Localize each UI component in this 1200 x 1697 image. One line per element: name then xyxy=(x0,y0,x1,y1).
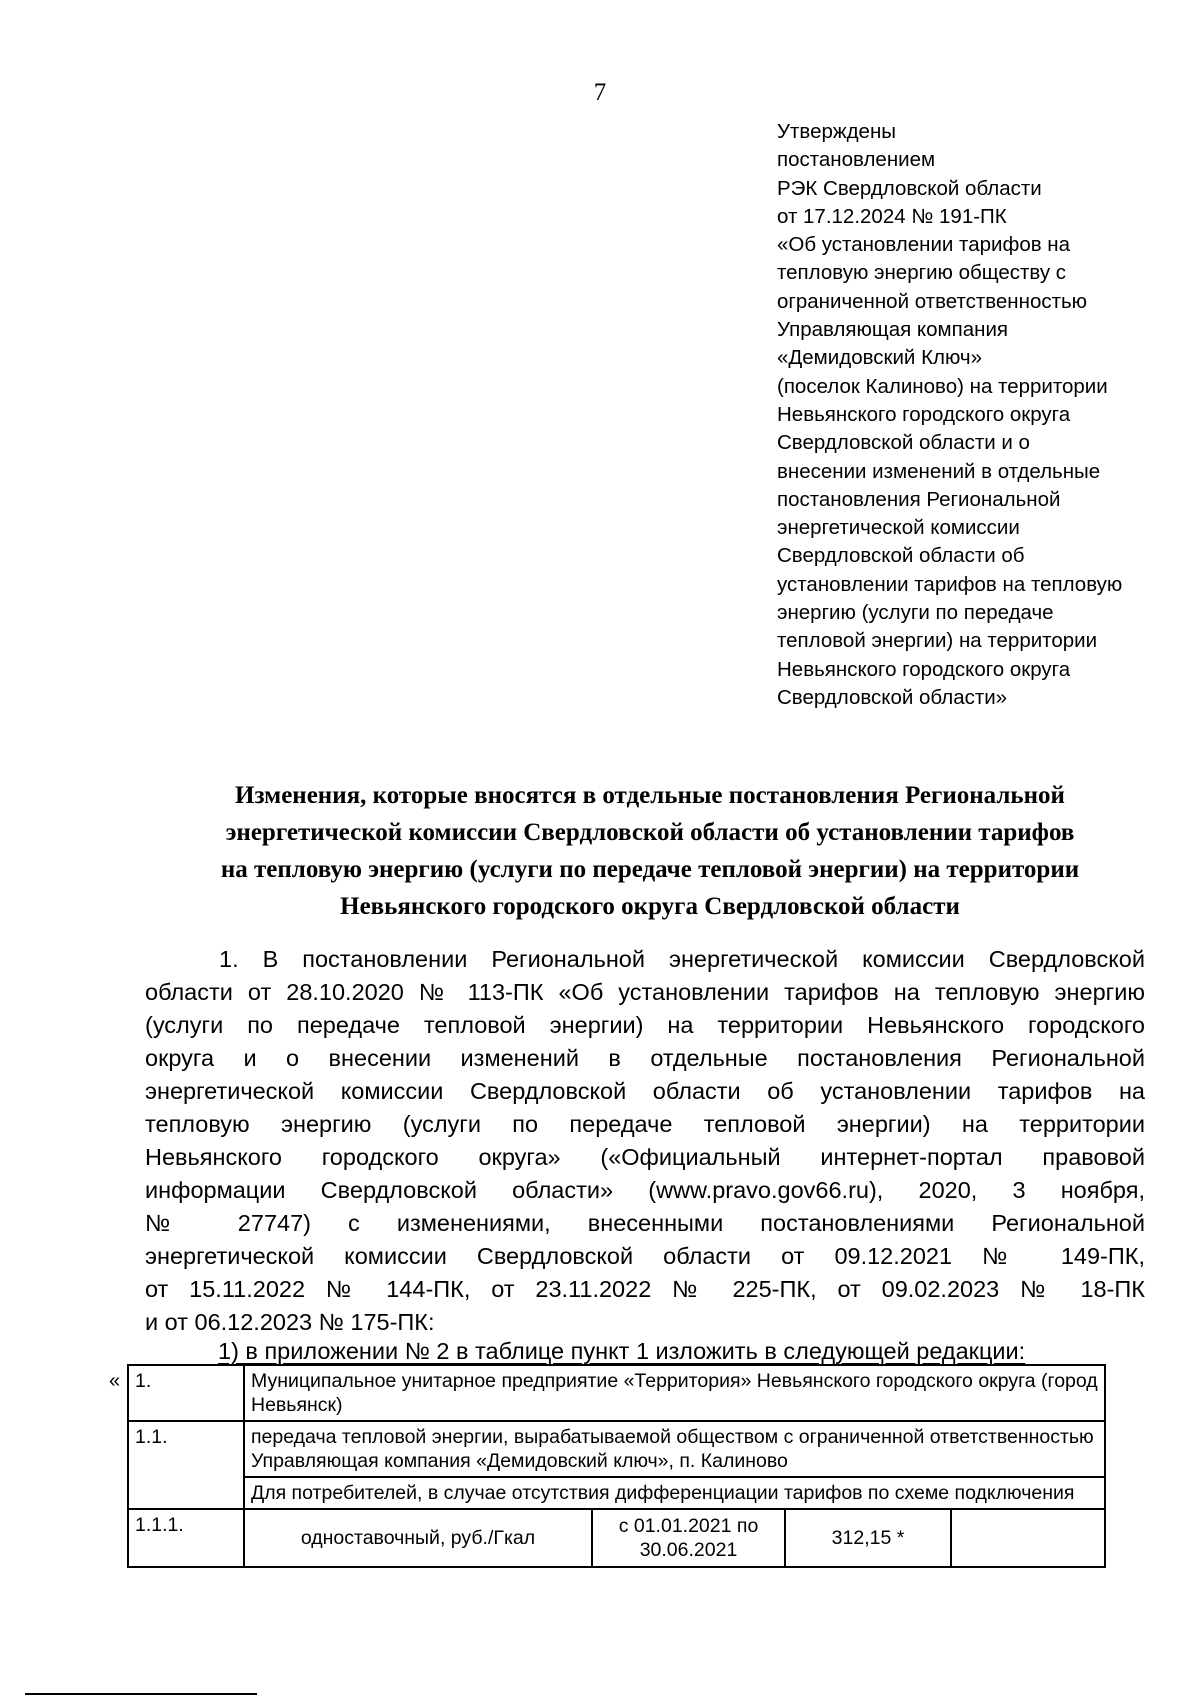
paragraph-line: № 27747) с изменениями, внесенными постановлениями Региональной xyxy=(145,1210,1145,1236)
paragraph-line: тепловую энергию (услуги по передаче тепловой энергии) на территории xyxy=(145,1111,1145,1137)
approval-line: энергию (услуги по передаче xyxy=(777,601,1054,625)
tariff-extra-cell xyxy=(951,1509,1105,1567)
paragraph-line: Невьянского городского округа» («Официальный интернет-портал правовой xyxy=(145,1144,1145,1170)
paragraph-line: 1. В постановлении Региональной энергетической комиссии Свердловской xyxy=(219,946,1145,972)
title-line: Невьянского городского округа Свердловской области xyxy=(340,893,960,920)
page-number: 7 xyxy=(593,79,607,106)
approval-line: Управляющая компания xyxy=(777,318,1008,342)
approval-line: Свердловской области об xyxy=(777,544,1025,568)
approval-line: (поселок Калиново) на территории xyxy=(777,374,1108,398)
approval-line: тепловую энергию обществу с xyxy=(777,261,1067,285)
tariff-type: одноставочный, руб./Гкал xyxy=(244,1509,592,1567)
subpoint-1: 1) в приложении № 2 в таблице пункт 1 изложить в следующей редакции: xyxy=(218,1338,1026,1364)
paragraph-1 xyxy=(145,943,1145,1339)
paragraph-line: от 15.11.2022 № 144-ПК, от 23.11.2022 № 225-ПК, от 09.02.2023 № 18-ПК xyxy=(145,1276,1145,1302)
paragraph-line: информации Свердловской области» (www.pravo.gov66.ru), 2020, 3 ноября, xyxy=(145,1177,1145,1203)
footnote-separator xyxy=(25,1693,257,1695)
row-number: 1. xyxy=(128,1365,244,1421)
approval-line: Невьянского городского округа xyxy=(777,402,1071,426)
approval-line: постановления Региональной xyxy=(777,487,1061,511)
consumer-category: Для потребителей, в случае отсутствия дифференциации тарифов по схеме подключения xyxy=(244,1477,1105,1509)
approval-line: постановлением xyxy=(777,148,936,172)
title-line: Изменения, которые вносятся в отдельные постановления Региональной xyxy=(235,782,1065,809)
approval-line: «Об установлении тарифов на xyxy=(777,233,1071,257)
approval-block xyxy=(777,118,1177,712)
table-row xyxy=(128,1509,1105,1567)
service-description: передача тепловой энергии, вырабатываемой обществом с ограниченной ответственностью Управляющая компания «Демидовский ключ», п. Калиново xyxy=(244,1421,1105,1477)
title-line: на тепловую энергию (услуги по передаче тепловой энергии) на территории xyxy=(220,856,1080,883)
organization-name: Муниципальное унитарное предприятие «Территория» Невьянского городского округа (город Невьянск) xyxy=(244,1365,1105,1421)
table-row xyxy=(128,1365,1105,1421)
approval-line: от 17.12.2024 № 191-ПК xyxy=(777,204,1007,228)
approval-line: Свердловской области» xyxy=(777,685,1008,709)
approval-line: внесении изменений в отдельные xyxy=(777,459,1101,483)
paragraph-line: (услуги по передаче тепловой энергии) на территории Невьянского городского xyxy=(145,1012,1145,1038)
approval-line: Невьянского городского округа xyxy=(777,657,1071,681)
paragraph-line: округа и о внесении изменений в отдельные постановления Региональной xyxy=(145,1045,1145,1071)
table-row xyxy=(128,1421,1105,1477)
approval-line: тепловой энергии) на территории xyxy=(777,629,1098,653)
document-title xyxy=(120,777,1180,925)
title-line: энергетической комиссии Свердловской области об установлении тарифов xyxy=(225,819,1075,846)
tariff-period: с 01.01.2021 по 30.06.2021 xyxy=(592,1509,785,1567)
table-row xyxy=(128,1477,1105,1509)
tariff-table xyxy=(127,1364,1106,1568)
approval-line: Утверждены xyxy=(777,120,897,143)
tariff-value: 312,15 * xyxy=(785,1509,951,1567)
row-number: 1.1.1. xyxy=(128,1509,244,1567)
approval-line: Свердловской области и о xyxy=(777,431,1030,455)
paragraph-line: области от 28.10.2020 № 113-ПК «Об установлении тарифов на тепловую энергию xyxy=(145,979,1145,1005)
row-number: 1.1. xyxy=(128,1421,244,1509)
approval-line: РЭК Свердловской области xyxy=(777,176,1042,200)
approval-line: установлении тарифов на тепловую xyxy=(777,572,1123,596)
approval-line: ограниченной ответственностью xyxy=(777,289,1088,313)
paragraph-line: энергетической комиссии Свердловской области от 09.12.2021 № 149-ПК, xyxy=(145,1243,1145,1269)
approval-line: «Демидовский Ключ» xyxy=(777,346,982,370)
paragraph-line: энергетической комиссии Свердловской области об установлении тарифов на xyxy=(145,1078,1145,1104)
approval-line: энергетической комиссии xyxy=(777,516,1020,540)
paragraph-line: и от 06.12.2023 № 175-ПК: xyxy=(145,1309,435,1335)
quote-open-mark: « xyxy=(109,1370,121,1392)
